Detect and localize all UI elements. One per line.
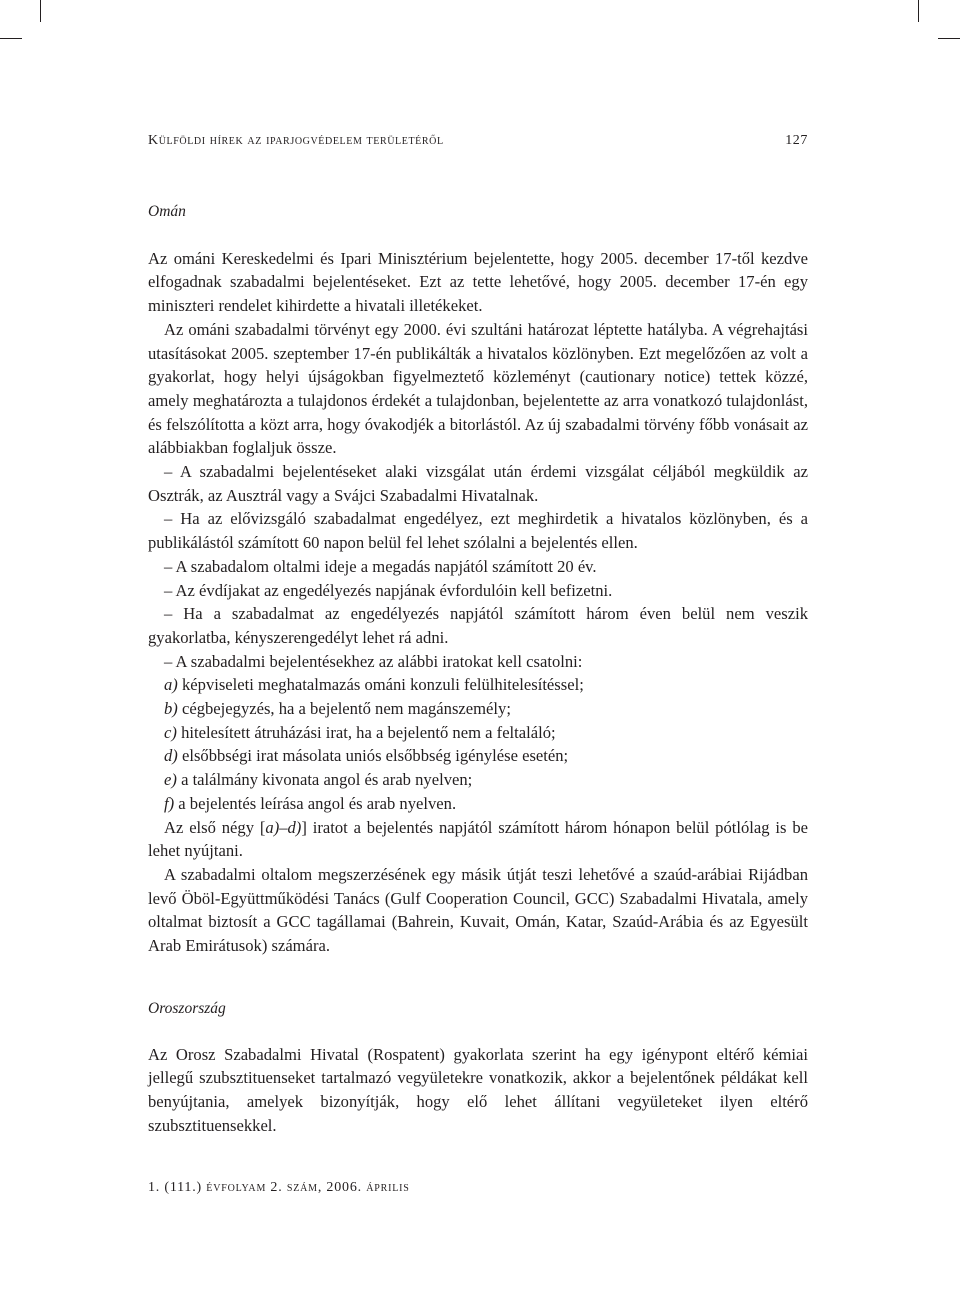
list-text: képviseleti meghatalmazás ománi konzuli felülhitelesítéssel; [181, 675, 584, 695]
article-body [148, 200, 808, 1137]
italic-range: a)–d) [265, 817, 302, 837]
running-title: Külföldi hírek az iparjogvédelem területéről [148, 133, 444, 148]
section-spacer [148, 1021, 808, 1043]
list-item [148, 768, 808, 792]
crop-mark-left-horizontal [0, 38, 22, 39]
list-text: elsőbbségi irat másolata uniós elsőbbség igénylése esetén; [181, 746, 569, 766]
list-text: a találmány kivonata angol és arab nyelven; [181, 770, 473, 790]
list-item [148, 673, 808, 697]
list-item [148, 721, 808, 745]
running-header [148, 133, 808, 149]
list-text: hitelesített átruházási irat, ha a bejelentő nem a feltaláló; [181, 722, 556, 742]
list-marker: b) [164, 699, 178, 719]
dash-item: – A szabadalmi bejelentésekhez az alábbi iratokat kell csatolni: [164, 651, 583, 671]
list-text: a bejelentés leírása angol és arab nyelven. [178, 793, 457, 813]
dash-item: – Ha az elővizsgáló szabadalmat engedélyez, ezt meghirdetik a hivatalos közlönyben, és a publikálástól számított 60 napon belül fel lehet szólalni a bejelentés ellen. [148, 509, 808, 553]
crop-mark-right-vertical [918, 0, 919, 22]
dash-item: – Ha a szabadalmat az engedélyezés napjától számított három éven belül nem veszik gyakorlatba, kényszerengedélyt lehet rá adni. [148, 604, 808, 647]
paragraph: Az Orosz Szabadalmi Hivatal (Rospatent) gyakorlata szerint ha egy igénypont eltérő kémiai jellegű szubsztituenseket tartalmazó vegyületekre vonatkozik, akkor a bejelentőnek példákat kell benyújtania, amelyek bizonyítják, hogy elő lehet állítani vegyületeket ilyen eltérő szubsztituensekkel. [148, 1044, 808, 1135]
paragraph: Az ománi szabadalmi törvényt egy 2000. évi szultáni határozat léptette hatályba. A végrehajtási utasításokat 2005. szeptember 17-én publikálták a hivatalos közlönyben. Ezt megelőzően az volt a gyakorlat, hogy helyi újságokban figyelmeztető közleményt (cautionary notice) tettek közzé, amely meghatározta a tulajdonos érdekét a tulajdonban, bejelentette az arra vonatkozó tulajdonlást, és felszólította a közt arra, hogy óvakodjék a bitorlástól. Az új szabadalmi törvény főbb vonásait az alábbiakban foglaljuk össze. [148, 319, 808, 458]
list-text: cégbejegyzés, ha a bejelentő nem magánszemély; [181, 699, 511, 719]
list-item [148, 744, 808, 768]
section-spacer [148, 958, 808, 997]
list-marker: c) [164, 722, 177, 742]
dash-item: – A szabadalmi bejelentéseket alaki vizsgálat után érdemi vizsgálat céljából megküldik az Osztrák, az Ausztrál vagy a Svájci Szabadalmi Hivatalnak. [148, 462, 808, 505]
dash-item: – Az évdíjakat az engedélyezés napjának évfordulóin kell befizetni. [164, 580, 613, 600]
text-run: Az első négy [ [164, 817, 266, 837]
crop-mark-left-vertical [40, 0, 41, 22]
list-marker: f) [164, 793, 175, 813]
list-marker: a) [164, 675, 178, 695]
crop-mark-right-horizontal [938, 38, 960, 39]
paragraph: A szabadalmi oltalom megszerzésének egy másik útját teszi lehetővé a szaúd-arábiai Rijádban levő Öböl-Együttműködési Tanács (Gulf Cooperation Council, GCC) Szabadalmi Hivatala, amely oltalmat biztosít a GCC tagállamai (Bahrein, Kuvait, Omán, Katar, Szaúd-Arábia és az Egyesült Arab Emirátusok) számára. [148, 864, 808, 956]
dash-item: – A szabadalom oltalmi ideje a megadás napjától számított 20 év. [164, 556, 597, 576]
paragraph [148, 816, 808, 863]
list-item [148, 792, 808, 816]
list-item [148, 697, 808, 721]
text-run: ] iratot a bejelentés napjától számított három hónapon belül pótlólag is be lehet nyújtani. [148, 817, 808, 861]
section-heading-oman: Omán [148, 203, 186, 220]
list-marker: d) [164, 746, 178, 766]
footer-issue: 1. (111.) évfolyam 2. szám, 2006. április [148, 1180, 410, 1195]
list-marker: e) [164, 770, 177, 790]
section-heading-russia: Oroszország [148, 999, 226, 1017]
page-number: 127 [785, 133, 808, 148]
paragraph: Az ománi Kereskedelmi és Ipari Minisztérium bejelentette, hogy 2005. december 17-től kezdve elfogadnak szabadalmi bejelentéseket. Ezt az tette lehetővé, hogy 2005. december 17-én egy miniszteri rendelet kihirdette a hivatali illetékeket. [148, 248, 808, 316]
